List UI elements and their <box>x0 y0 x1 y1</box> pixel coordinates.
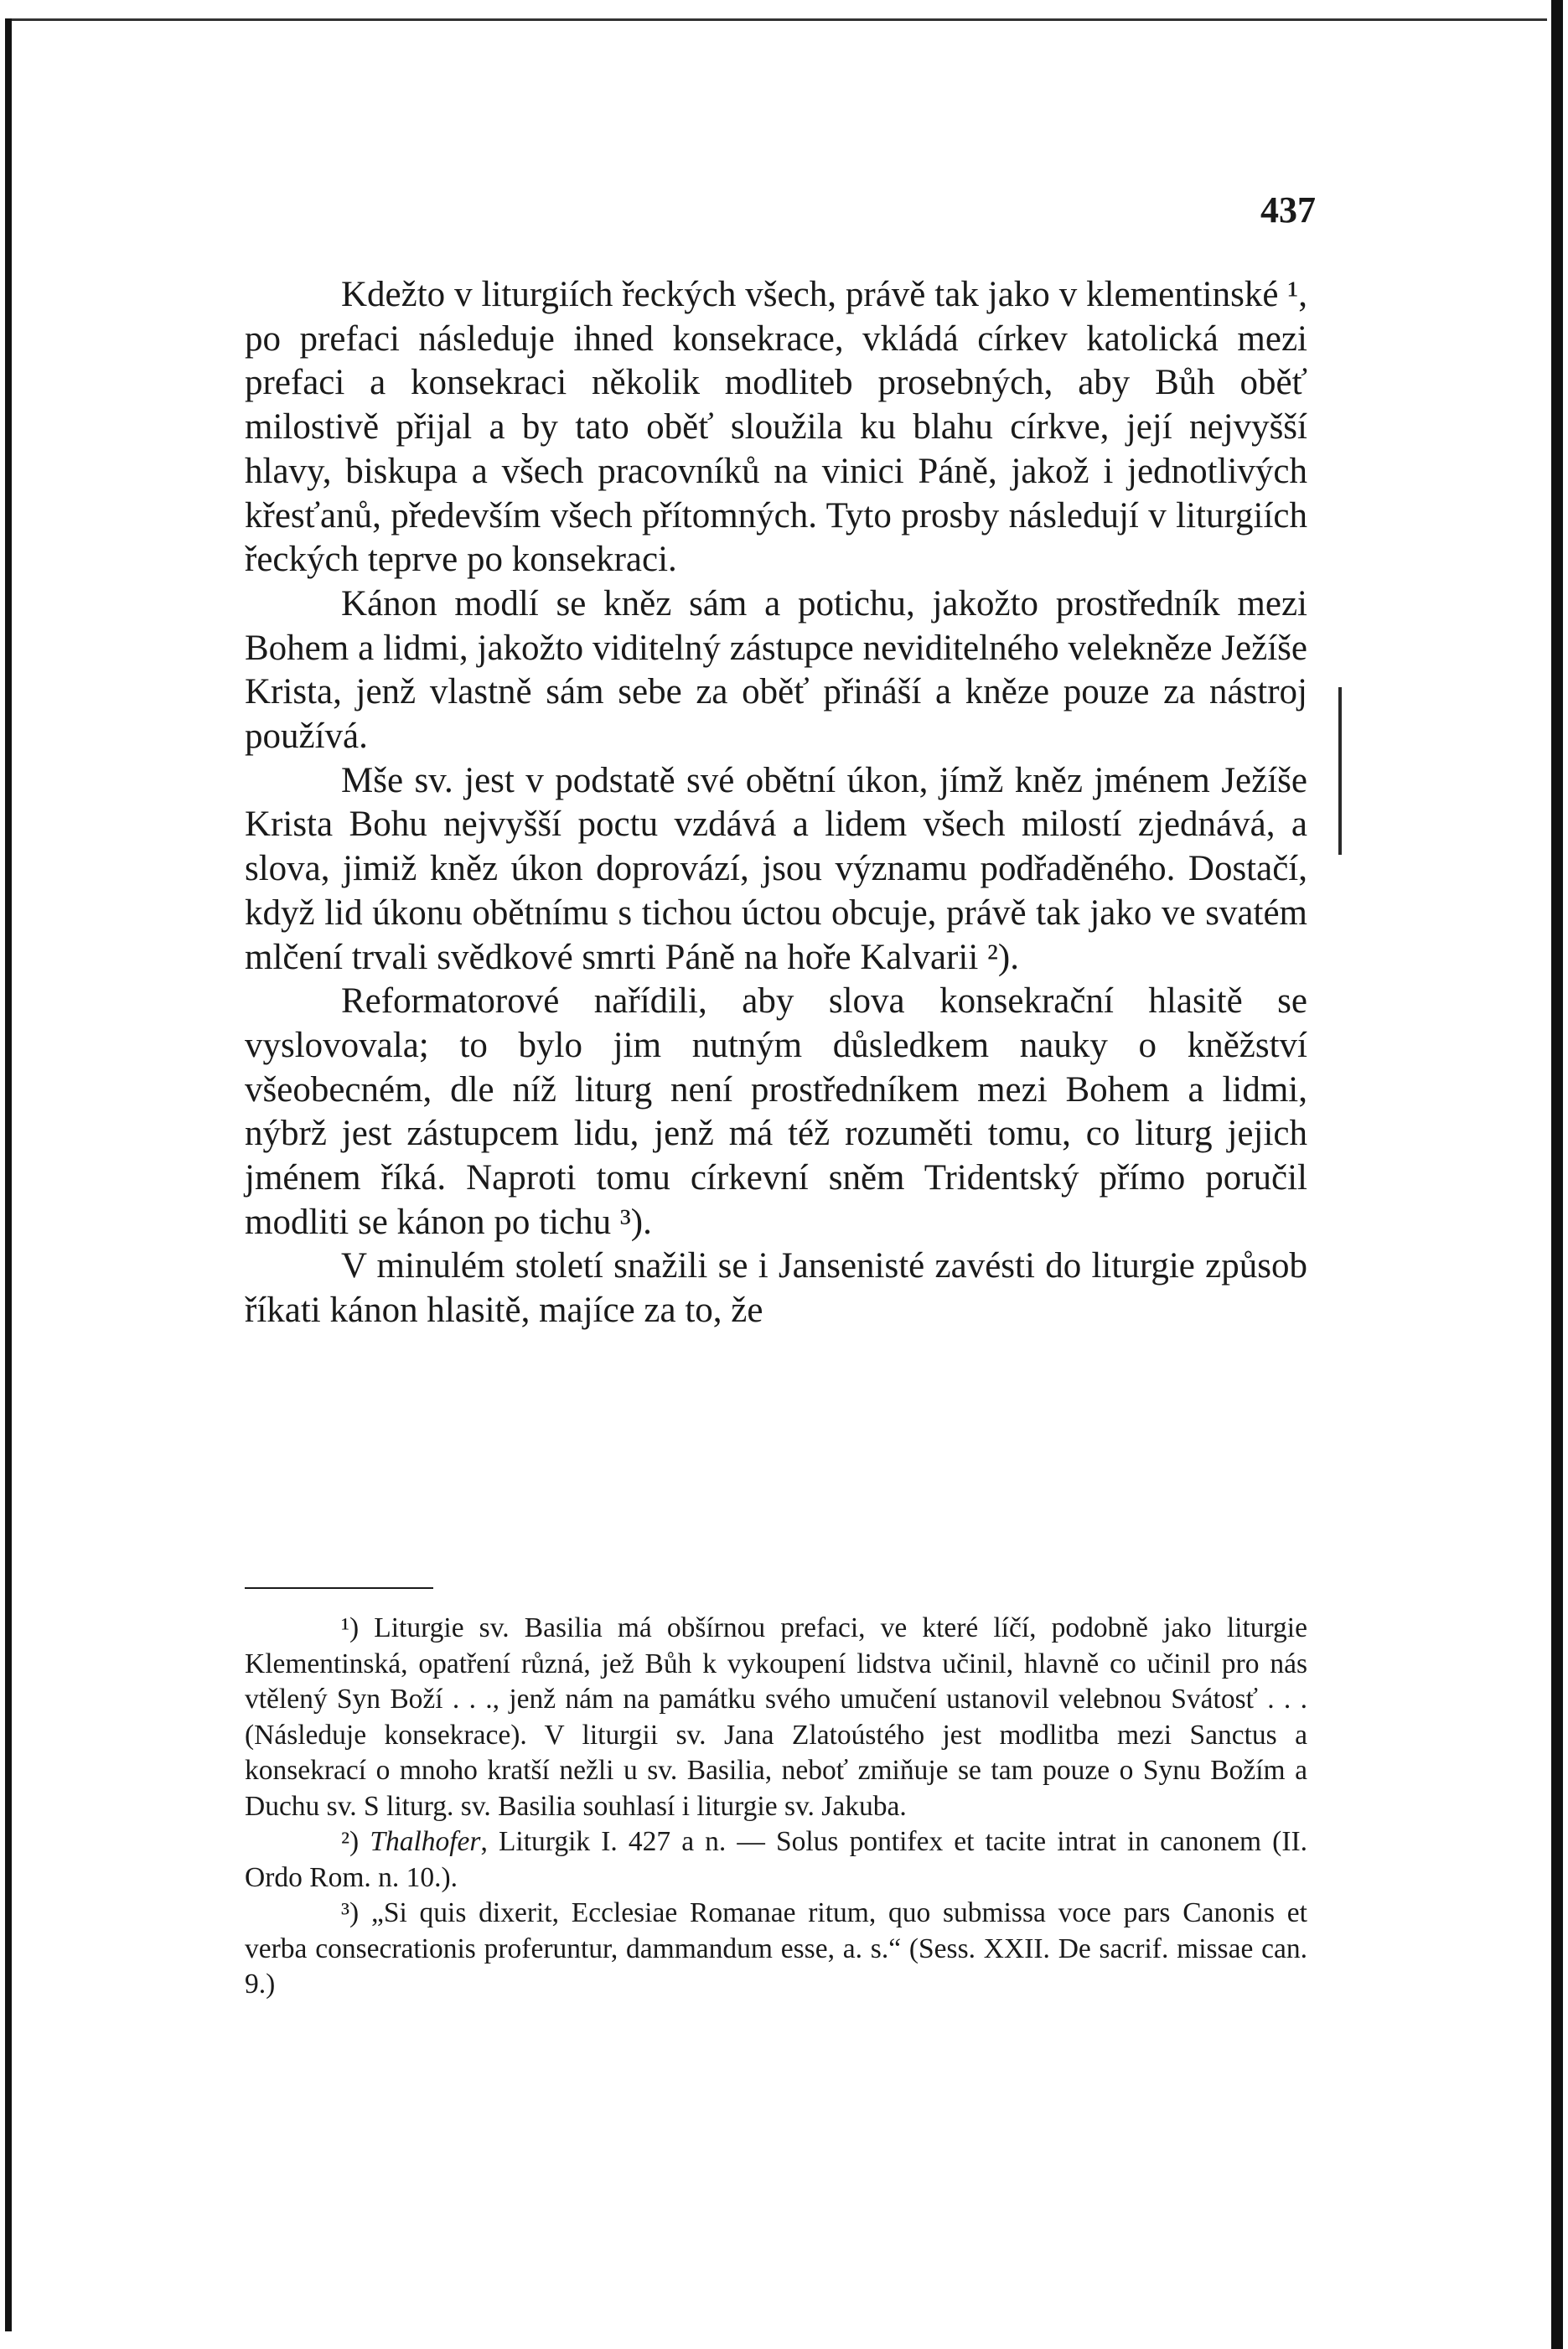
footnote-2-author: Thalhofer <box>370 1826 481 1857</box>
footnote-2-marker: ²) <box>341 1826 360 1857</box>
page-number: 437 <box>1260 189 1316 230</box>
footnotes <box>245 1611 1307 2003</box>
scan-edge-left <box>5 18 12 2331</box>
main-text <box>245 273 1307 1333</box>
paragraph-2: Kánon modlí se kněz sám a potichu, jakožto prostředník mezi Bohem a lidmi, jakožto viditelný zástupce neviditelného velekněze Ježíše Krista, jenž vlastně sám sebe za oběť přináší a kněze pouze za nástroj používá. <box>245 583 1307 757</box>
paragraph-5: V minulém století snažili se i Jansenisté zavésti do liturgie způsob říkati kánon hlasitě, majíce za to, že <box>245 1246 1307 1331</box>
margin-mark <box>1338 687 1342 855</box>
paragraph-1: Kdežto v liturgiích řeckých všech, právě tak jako v klementinské ¹, po prefaci následuje ihned konsekrace, vkládá církev katolická mezi prefaci a konsekraci několik modliteb prosebných, aby Bůh oběť milostivě přijal a by tato oběť sloužila ku blahu církve, její nejvyšší hlavy, biskupa a všech pracovníků na vinici Páně, jakož i jednotlivých křesťanů, především všech přítomných. Tyto prosby následují v liturgiích řeckých teprve po konsekraci. <box>245 275 1307 580</box>
paragraph-3: Mše sv. jest v podstatě své obětní úkon, jímž kněz jménem Ježíše Krista Bohu nejvyšší poctu vzdává a lidem všech milostí zjednává, a slova, jimiž kněz úkon doprovází, jsou významu podřaděného. Dostačí, když lid úkonu obětnímu s tichou úctou obcuje, právě tak jako ve svatém mlčení trvali svědkové smrti Páně na hoře Kalvarii ²). <box>245 760 1307 977</box>
footnote-2-text: , Liturgik I. 427 a n. — Solus pontifex et tacite intrat in canonem (II. Ordo Rom. n. 10.). <box>245 1826 1308 1893</box>
footnote-2 <box>245 1824 1307 1896</box>
footnote-3: ³) „Si quis dixerit, Ecclesiae Romanae ritum, quo submissa voce pars Canonis et verba consecrationis proferuntur, dammandum esse, a. s.“ (Sess. XXII. De sacrif. missae can. 9.) <box>245 1897 1307 2000</box>
scan-edge-top <box>5 18 1547 21</box>
scan-edge-right <box>1551 0 1563 2349</box>
paragraph-4: Reformatorové nařídili, aby slova konsekrační hlasitě se vyslovovala; to bylo jim nutným důsledkem nauky o kněžství všeobecném, dle níž liturg není prostředníkem mezi Bohem a lidmi, nýbrž jest zástupcem lidu, jenž má též rozuměti tomu, co liturg jejich jménem říká. Naproti tomu církevní sněm Tridentský přímo poručil modliti se kánon po tichu ³). <box>245 981 1307 1242</box>
footnote-1: ¹) Liturgie sv. Basilia má obšírnou prefaci, ve které líčí, podobně jako liturgie Klementinská, opatření různá, jež Bůh k vykoupení lidstva učinil, hlavně co učinil pro nás vtělený Syn Boží . . ., jenž nám na památku svého umučení ustanovil velebnou Svátosť . . . (Následuje konsekrace). V liturgii sv. Jana Zlatoústého jest modlitba mezi Sanctus a konsekrací o mnoho kratší nežli u sv. Basilia, neboť zmiňuje se tam pouze o Synu Božím a Duchu sv. S liturg. sv. Basilia souhlasí i liturgie sv. Jakuba. <box>245 1612 1307 1822</box>
footnote-separator <box>245 1587 433 1589</box>
